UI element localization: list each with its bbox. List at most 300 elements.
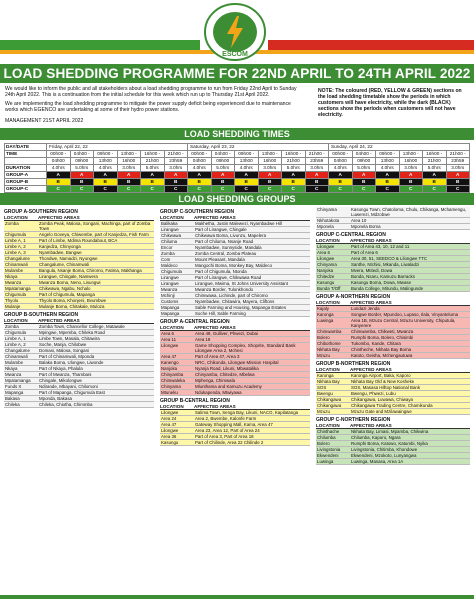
duration-cell: 5.0hrs — [423, 165, 447, 172]
affected-areas-cell: Zomba Central, Zomba Plateau — [195, 251, 257, 256]
location-cell: Encor — [161, 245, 173, 250]
group-slot-cell: B — [376, 179, 400, 186]
affected-areas-cell: SOS, Masasa Hilltop National Bank — [351, 385, 421, 390]
affected-areas-cell: Chikwawa Boma, Livunzu, Mapelera — [195, 233, 267, 238]
group-slot-cell: A — [70, 172, 94, 179]
affected-areas-cell: Game Shopping Complex, Shoprite, Standard Bank Lilongwe Area 2, Mchesi — [195, 343, 296, 353]
time-from-cell: 16h00 - — [141, 151, 165, 158]
duration-cell: 3.0hrs — [305, 165, 329, 172]
group-slot-cell: B — [47, 179, 71, 186]
affected-areas-cell: Part of Chigumula, Ntonda — [195, 269, 247, 274]
location-cell: Chibothome — [317, 341, 341, 346]
time-to-cell: 09h00 — [211, 158, 235, 165]
location-cell: Chigumula — [5, 330, 26, 335]
group-slot-cell: A — [94, 172, 118, 179]
location-cell: Area 47 — [161, 354, 177, 359]
day-cell: Saturday, April 23, 22 — [188, 144, 329, 151]
affected-areas-cell: Area 1B, Mzuzu Central, Mzuzu University, Chiputula, Kanyerere — [351, 318, 456, 328]
group-slot-cell: C — [399, 186, 423, 193]
location-cell: Zomba — [5, 221, 19, 226]
time-to-cell: 21h00 — [282, 158, 306, 165]
affected-areas-cell: Part of Nkaya, Phalula — [39, 366, 83, 371]
location-cell: Chikangawa — [317, 403, 342, 408]
location-cell: Chitedze — [317, 274, 335, 279]
affected-areas-cell: Kasungu Town, Chatoloma, Chulu, Chikanga, Mchamengu, Luwerezi, Mdzobwe — [351, 207, 467, 217]
load-shedding-timetable — [4, 143, 470, 193]
affected-areas-cell: Nyambadwe, Bangwe — [39, 250, 82, 255]
affected-areas-cell: Soche Hill, Sable Farming — [195, 311, 246, 316]
group-slot-cell: B — [258, 179, 282, 186]
location-cell: Mwanza — [161, 287, 178, 292]
group-title: GROUP C-CENTRAL REGION — [316, 232, 386, 238]
affected-areas-cell: Part of Mapanga, Chigumula East — [39, 390, 105, 395]
group-row — [316, 459, 470, 465]
time-to-cell: 23h59 — [305, 158, 329, 165]
affected-areas-cell: Mount Pleasant, Mandala — [195, 257, 245, 262]
location-cell: Nkhotakota — [317, 218, 340, 223]
group-slot-cell: A — [258, 172, 282, 179]
affected-areas-cell: Tukombo, Kande, Chitara — [351, 341, 401, 346]
group-slot-cell: C — [141, 186, 165, 193]
location-header: LOCATION — [4, 318, 28, 323]
affected-areas-cell: Chimwamba, Chikweti, Mwanza — [351, 329, 414, 334]
location-header: LOCATION — [316, 423, 340, 428]
affected-areas-cell: Chikangawa, Luwawa, Chiwaya — [351, 397, 413, 402]
areas-header: AFFECTED AREAS — [38, 215, 80, 220]
location-cell: Kajaly — [317, 306, 329, 311]
group-slot-cell: B — [235, 179, 259, 186]
escom-logo-icon — [201, 2, 269, 62]
group-title: GROUP C-NORTHERN REGION — [316, 417, 391, 423]
affected-areas-cell: Lundazi Jenda — [351, 306, 380, 311]
affected-areas-cell: Part of Area 47, Area 3 — [195, 354, 240, 359]
time-from-cell: 00h00 - — [188, 151, 212, 158]
location-cell: Mponela — [317, 224, 334, 229]
affected-areas-cell: Chikangawa Trading Centre, Chamikunda — [351, 403, 433, 408]
affected-areas-cell: Karonga Airport, Baka, Kaporo — [351, 373, 411, 378]
location-cell: Chinamwali — [5, 354, 28, 359]
location-cell: Mpatamanga — [5, 286, 31, 291]
location-cell: Chinyama — [317, 207, 337, 212]
time-to-cell: 21h00 — [141, 158, 165, 165]
areas-header: AFFECTED AREAS — [350, 238, 392, 243]
group-slot-cell: C — [423, 186, 447, 193]
affected-areas-cell: Changalume, Chinamwali — [39, 262, 90, 267]
group-slot-cell: C — [164, 186, 188, 193]
affected-areas-cell: Thondwe, Namadzi, Nyungwe — [39, 256, 98, 261]
location-cell: Lilongwe — [317, 256, 335, 261]
areas-header: AFFECTED AREAS — [350, 300, 392, 305]
duration-cell: 3.0hrs — [117, 165, 141, 172]
group-row — [160, 311, 310, 317]
group-slot-cell: A — [211, 172, 235, 179]
group-block — [4, 313, 154, 408]
affected-areas-cell: Area 10 — [351, 218, 367, 223]
location-cell: Lilongwe — [161, 428, 179, 433]
group-row — [316, 353, 470, 359]
location-cell: Ekwendeni — [317, 453, 339, 458]
affected-areas-cell: Mphenga, Chimwala — [195, 378, 236, 383]
affected-areas-cell: Mangochi Boma, Monkey Bay, Maldeco — [195, 263, 273, 268]
affected-areas-cell: Lirangwe, Mwima, St Johns University Assistant — [195, 281, 288, 286]
groups-column-2 — [160, 207, 310, 446]
time-to-cell: 16h00 — [399, 158, 423, 165]
timetable-duration-row — [5, 165, 470, 172]
time-to-cell: 23h59 — [164, 158, 188, 165]
affected-areas-cell: Ndirande, Mbayani, Chilomoni — [39, 384, 98, 389]
location-cell: Balikaka — [161, 221, 178, 226]
day-cell: Friday, April 22, 22 — [47, 144, 188, 151]
group-label: GROUP-B — [5, 179, 47, 186]
timetable-day-row — [5, 144, 470, 151]
affected-areas-cell: Katoto, Geisha, Mchengautuwa — [351, 353, 413, 358]
group-title: GROUP A-CENTRAL REGION — [160, 319, 230, 325]
location-cell: Customs — [161, 299, 179, 304]
intro-paragraph-2: We are implementing the load shedding programme to mitigate the power supply deficit being experienced due to maintenance works which EGENCO are undertaking at some of their hydro power stations. — [5, 101, 291, 114]
location-cell: Lirangwe — [161, 227, 179, 232]
group-slot-cell: C — [258, 186, 282, 193]
affected-areas-cell: Area 23, Area 12, Part of Area 24 — [195, 428, 260, 433]
affected-areas-cell: Gateway Shopping Mall, Kama, Area 47 — [195, 422, 273, 427]
group-slot-cell: A — [235, 172, 259, 179]
group-slot-cell: C — [305, 186, 329, 193]
location-cell: Chigumula — [161, 269, 182, 274]
group-title: GROUP A-NORTHERN REGION — [316, 294, 391, 300]
affected-areas-cell: Bunda College, Mitundu, Malingunde — [351, 286, 424, 291]
time-to-cell: 16h00 — [117, 158, 141, 165]
group-label: GROUP-C — [5, 186, 47, 193]
duration-cell: 3.0hrs — [258, 165, 282, 172]
affected-areas-cell: Area 18 — [195, 337, 211, 342]
group-slot-cell: B — [305, 179, 329, 186]
affected-areas-cell: Chileka, Chiotha, Chimmba — [39, 402, 93, 407]
group-row — [160, 343, 310, 354]
group-slot-cell: A — [376, 172, 400, 179]
location-cell: Karonga — [317, 312, 334, 317]
affected-areas-cell: Part of Chiluma, Nsanje Road — [195, 239, 254, 244]
location-cell: Mwanza — [5, 372, 22, 377]
affected-areas-cell: Soche, Manja, Chilobwe — [39, 342, 87, 347]
red-stripe — [268, 40, 474, 50]
group-slot-cell: C — [282, 186, 306, 193]
group-row — [4, 221, 154, 232]
duration-cell: 3.0hrs — [399, 165, 423, 172]
group-slot-cell: A — [282, 172, 306, 179]
location-cell: Bakasa — [5, 396, 20, 401]
time-from-cell: 09h00 - — [376, 151, 400, 158]
duration-cell: 5.0hrs — [141, 165, 165, 172]
time-to-cell: 23h59 — [446, 158, 470, 165]
location-cell: Funds X — [5, 384, 22, 389]
location-cell: Changalume — [5, 348, 30, 353]
location-cell: Changalume — [5, 256, 30, 261]
affected-areas-cell: Makhetha, Justin Malewezi, Nyambadwe Hill — [195, 221, 282, 226]
group-block — [316, 418, 470, 465]
affected-areas-cell: Nyanja Road, Likuni, Mbwatalika — [195, 366, 259, 371]
affected-areas-cell: Luwinga, Masasa, Area 1A — [351, 459, 404, 464]
affected-areas-cell: Rumphi Boma, Katowo, Katumbi, Nyika — [351, 441, 428, 446]
group-slot-cell: A — [305, 172, 329, 179]
location-cell: Mzuzu — [317, 409, 330, 414]
groups-column-3 — [316, 207, 470, 465]
times-heading: LOAD SHEDDING TIMES — [0, 128, 474, 140]
duration-cell: 4.0hrs — [94, 165, 118, 172]
affected-areas-cell: Part of Chigumula, Mapanga — [39, 292, 95, 297]
affected-areas-cell: Part of Area 43, 10, 12 and 11 — [351, 244, 410, 249]
affected-areas-cell: Part of Area 6 — [351, 250, 378, 255]
location-cell: Chinyama — [317, 262, 337, 267]
affected-areas-cell: Part of Lirangwe, Chikwawa Road — [195, 275, 262, 280]
affected-areas-cell: Salima Town, Senga Bay, Likuni, NACO, Kapilatanga — [195, 410, 299, 415]
location-header: LOCATION — [316, 238, 340, 243]
green-stripe — [0, 40, 200, 50]
location-cell: SOS — [317, 385, 327, 390]
location-cell: Chimwaleka — [161, 378, 185, 383]
location-cell: Kanengo — [161, 360, 179, 365]
location-cell: Area 6 — [161, 331, 174, 336]
time-from-cell: 04h00 - — [70, 151, 94, 158]
intro-text — [5, 86, 305, 116]
affected-areas-cell: Bangula, Nsanje Boma, Chiromo, Fatima, Makhanga — [39, 268, 142, 273]
affected-areas-cell: Mwanza Border, Tulonkhondo — [195, 287, 254, 292]
affected-areas-cell: Zomba Peak, Malosa, Songani, Machinga, part of Zomba Town — [39, 221, 151, 231]
location-cell: Bolero — [317, 441, 330, 446]
group-slot-cell: C — [352, 186, 376, 193]
group-row — [4, 402, 154, 408]
duration-cell: 4.0hrs — [376, 165, 400, 172]
location-cell: Mapanga — [161, 305, 180, 310]
duration-cell: 3.0hrs — [446, 165, 470, 172]
affected-areas-cell: Area 2, Bwembe, Kalonfe Farm — [195, 416, 257, 421]
group-block — [160, 210, 310, 317]
location-header: LOCATION — [316, 367, 340, 372]
affected-areas-cell: Mponda, Bakasa — [39, 396, 72, 401]
time-from-cell: 21h00 - — [305, 151, 329, 158]
time-from-cell: 13h00 - — [117, 151, 141, 158]
affected-areas-cell: Ndukapenda, Mtwiyawa — [195, 390, 242, 395]
location-cell: Nkhata Bay — [317, 347, 340, 352]
location-cell: Chinthache — [317, 429, 340, 434]
location-cell: Limbe A, 2 — [5, 342, 26, 347]
location-cell: Chinyama — [161, 384, 181, 389]
affected-areas-cell: Chimwawa, Lichinde, part of Chiromo — [195, 293, 268, 298]
group-slot-cell: A — [141, 172, 165, 179]
duration-cell: 3.0hrs — [164, 165, 188, 172]
location-cell: Mulambe — [5, 268, 24, 273]
affected-areas-cell: Nkhata Bay Old & New Kosheke — [351, 379, 415, 384]
group-slot-cell: C — [235, 186, 259, 193]
location-cell: Mulanje — [5, 304, 21, 309]
group-slot-cell: B — [329, 179, 353, 186]
day-label: DAY/DATE — [5, 144, 47, 151]
group-slot-cell: B — [94, 179, 118, 186]
affected-areas-cell: Area 30, 51, SEEDCO & Lilongwe TTC — [351, 256, 428, 261]
group-slot-cell: B — [164, 179, 188, 186]
location-cell: Kasungu — [161, 440, 179, 445]
affected-areas-cell: Nkhata Bay, Limasi, Mpamba, Chikwina — [351, 429, 429, 434]
group-slot-cell: A — [446, 172, 470, 179]
group-row — [4, 304, 154, 310]
location-cell: Chiluma — [161, 239, 178, 244]
group-title: GROUP B-SOUTHERN REGION — [4, 312, 79, 318]
header-banner — [0, 0, 474, 66]
affected-areas-cell: Bunda, Nsaru, Kamuzu Barracks — [351, 274, 415, 279]
group-slot-cell: A — [399, 172, 423, 179]
group-slot-cell: C — [188, 186, 212, 193]
day-cell: Sunday, April 24, 22 — [329, 144, 470, 151]
location-cell: Area 36 — [161, 434, 177, 439]
affected-areas-cell: Part of Area 3, Part of Area 18 — [195, 434, 254, 439]
group-slot-cell: B — [117, 179, 141, 186]
time-to-cell: 13h00 — [235, 158, 259, 165]
time-label: TIME — [5, 151, 47, 158]
affected-areas-cell: Mwanza Boma, Neno, Lisungwi — [39, 280, 101, 285]
time-to-label — [5, 158, 47, 165]
location-cell: Area 47 — [161, 422, 177, 427]
time-to-cell: 21h00 — [423, 158, 447, 165]
location-cell: Bolero — [317, 335, 330, 340]
time-to-cell: 09h00 — [70, 158, 94, 165]
affected-areas-cell: Mpingwe, Mpemba, Chileka Road — [39, 330, 105, 335]
location-cell: Limbe A, 3 — [5, 250, 26, 255]
location-cell: Chikangawa — [317, 397, 342, 402]
duration-cell: 4.0hrs — [47, 165, 71, 172]
page-title: LOAD SHEDDING PROGRAMME FOR 22ND APRIL TO 24TH APRIL 2022 — [0, 64, 474, 83]
group-slot-cell: B — [446, 179, 470, 186]
location-cell: Chigumula — [5, 292, 26, 297]
location-cell: Mchinji — [161, 293, 175, 298]
affected-areas-cell: Mvera, Mtitedi, Dowa — [351, 268, 393, 273]
location-cell: Mapanga — [5, 390, 24, 395]
intro-paragraph-1: We would like to inform the public and all stakeholders about a load shedding programme to run from Friday 22nd April to Sunday 24th April 2022. This is a continuation from the initial schedule for this week which run up to Thursday 21st April 2022. — [5, 86, 297, 99]
location-header: LOCATION — [160, 325, 184, 330]
location-cell: Mtuneku — [161, 390, 178, 395]
affected-areas-cell: Mponela Boma — [351, 224, 381, 229]
time-from-cell: 21h00 - — [446, 151, 470, 158]
location-cell: Area 24 — [161, 416, 177, 421]
location-cell: Karonga — [317, 373, 334, 378]
group-slot-cell: A — [47, 172, 71, 179]
group-slot-cell: A — [423, 172, 447, 179]
group-slot-cell: B — [211, 179, 235, 186]
group-slot-cell: C — [376, 186, 400, 193]
affected-areas-cell: NRC, Chikonda, Lilongwe Mission Hospital — [195, 360, 279, 365]
location-header: LOCATION — [316, 300, 340, 305]
group-slot-cell: C — [211, 186, 235, 193]
group-slot-cell: A — [164, 172, 188, 179]
areas-header: AFFECTED AREAS — [194, 325, 236, 330]
affected-areas-cell: Part of Mwanza, Thambani — [39, 372, 92, 377]
group-slot-cell: A — [188, 172, 212, 179]
duration-cell: 5.0hrs — [211, 165, 235, 172]
group-block — [316, 233, 470, 292]
group-slot-cell: B — [141, 179, 165, 186]
affected-areas-cell: Domasi, Malosa, Songani — [39, 348, 90, 353]
group-slot-cell: C — [117, 186, 141, 193]
affected-areas-cell: Mulanje Boma, Chitakale, Muloza — [39, 304, 105, 309]
affected-areas-cell: Chingale, Mikolongwe — [39, 378, 82, 383]
group-slot-cell: B — [423, 179, 447, 186]
timetable-group-row — [5, 172, 470, 179]
location-cell: Chileka — [5, 402, 20, 407]
time-from-cell: 04h00 - — [352, 151, 376, 158]
footer-stripe — [0, 595, 474, 599]
group-slot-cell: A — [117, 172, 141, 179]
location-cell: Mulambe — [5, 360, 24, 365]
time-from-cell: 16h00 - — [282, 151, 306, 158]
group-title: GROUP B-NORTHERN REGION — [316, 361, 391, 367]
location-cell: Kasungu — [317, 280, 335, 285]
location-cell: Limbe A, 1 — [5, 238, 26, 243]
areas-header: AFFECTED AREAS — [38, 318, 80, 323]
time-from-cell: 09h00 - — [235, 151, 259, 158]
time-to-cell: 09h00 — [352, 158, 376, 165]
location-cell: Lilongwe — [161, 343, 179, 348]
affected-areas-cell: Area 49, Gulliver, Phwezi, Dubai — [195, 331, 258, 336]
location-cell: Lirangwe — [161, 281, 179, 286]
duration-cell: 4.0hrs — [188, 165, 212, 172]
time-from-cell: 04h00 - — [211, 151, 235, 158]
affected-areas-cell: Ekwendeni, Mzokoto, Lunyangwa — [351, 453, 417, 458]
affected-areas-cell: Chintheche, Nkhata Bay Boma — [351, 347, 412, 352]
location-cell: Chinamwali — [5, 262, 28, 267]
location-cell: Mpatamanga — [5, 378, 31, 383]
affected-areas-cell: Sable Farming and Housing, Mapanga Estates — [195, 305, 287, 310]
affected-areas-cell: Thyolo Boma, Khonjeni, Bvumbwe — [39, 298, 107, 303]
duration-cell: 4.0hrs — [329, 165, 353, 172]
affected-areas-cell: Mlunthama and Kamuzu Academy — [195, 384, 262, 389]
logo-text: ESCOM — [222, 51, 248, 58]
affected-areas-cell: Bwengu, Phwezi, Lubu — [351, 391, 396, 396]
group-block — [160, 320, 310, 396]
duration-cell: 5.0hrs — [352, 165, 376, 172]
affected-areas-cell: Nyambadwe, Sunnyside, Mandala — [195, 245, 262, 250]
affected-areas-cell: Livingstonia, Chitimba, Khondowe — [351, 447, 418, 452]
location-header: LOCATION — [160, 215, 184, 220]
group-block — [316, 362, 470, 415]
location-cell: Livingstonia — [317, 447, 341, 452]
group-row — [316, 207, 470, 218]
management-signature: MANAGEMENT 21ST APRIL 2022 — [5, 118, 84, 124]
location-cell: Nkaya — [5, 274, 18, 279]
affected-areas-cell: Kasungu Boma, Dowa, Mwase — [351, 280, 412, 285]
location-cell: Thyolo — [5, 298, 19, 303]
location-cell: Area 11 — [161, 337, 177, 342]
location-header: LOCATION — [160, 404, 184, 409]
affected-areas-cell: Balaka Boma, Ulongwe, Liwonde — [39, 360, 104, 365]
group-slot-cell: B — [70, 179, 94, 186]
group-block — [4, 210, 154, 310]
affected-areas-cell: Limbe Town, Masala, Chitawira — [39, 336, 100, 341]
group-block — [316, 295, 470, 359]
location-cell: Zomba — [161, 251, 175, 256]
groups-heading: LOAD SHEDDING GROUPS — [0, 193, 474, 205]
areas-header: AFFECTED AREAS — [350, 367, 392, 372]
time-to-cell: 04h00 — [47, 158, 71, 165]
affected-areas-cell: Chikwawa, Ngabu, Nchalo — [39, 286, 91, 291]
location-cell: Mzuzu — [317, 353, 330, 358]
time-from-cell: 00h00 - — [47, 151, 71, 158]
group-slot-cell: B — [188, 179, 212, 186]
group-row — [316, 224, 470, 230]
areas-header: AFFECTED AREAS — [194, 404, 236, 409]
affected-areas-cell: Angelo Goveya, Chiwembe, part of Kanjedza, Fish Farm — [39, 232, 149, 237]
time-from-cell: 21h00 - — [164, 151, 188, 158]
group-slot-cell: C — [94, 186, 118, 193]
location-header: LOCATION — [4, 215, 28, 220]
group-title: GROUP C-SOUTHERN REGION — [160, 209, 235, 215]
group-title: GROUP B-CENTRAL REGION — [160, 398, 230, 404]
